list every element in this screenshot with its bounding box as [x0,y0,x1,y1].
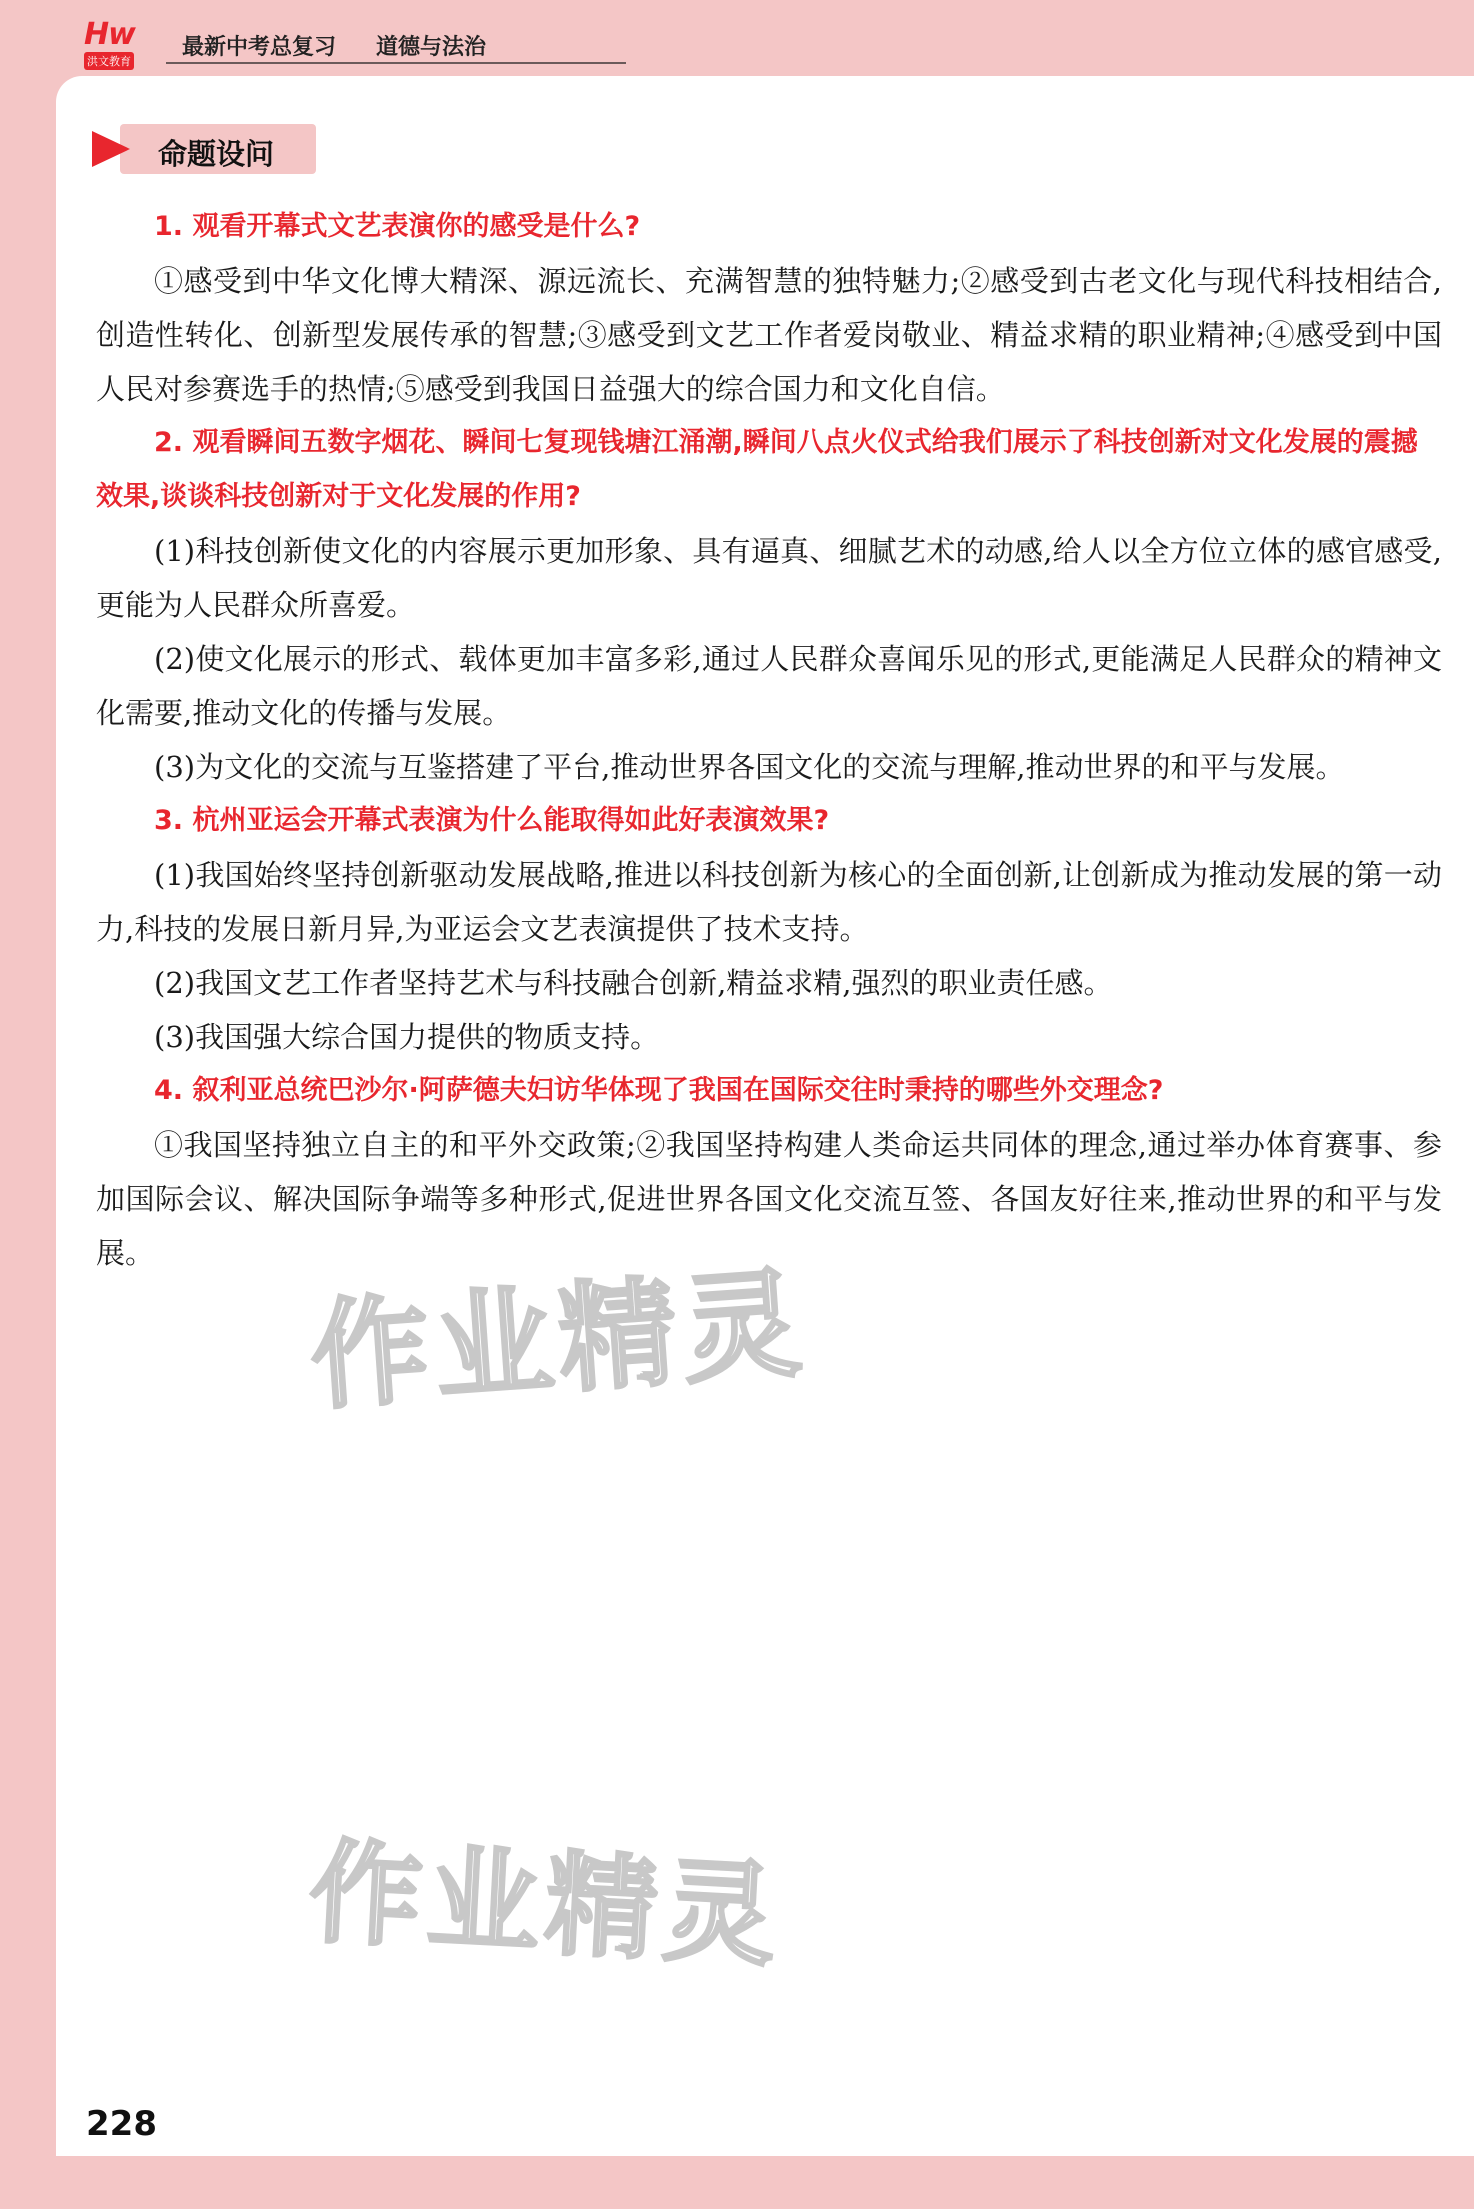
question-2: 2. 观看瞬间五数字烟花、瞬间七复现钱塘江涌潮,瞬间八点火仪式给我们展示了科技创新对文化发展的震撼效果,谈谈科技创新对于文化发展的作用? [96,427,1418,512]
page-header [0,0,1474,74]
answer-3-2: (2)我国文艺工作者坚持艺术与科技融合创新,精益求精,强烈的职业责任感。 [154,966,1113,1000]
logo-mark: Hw [84,17,135,52]
answer-2-2: (2)使文化展示的形式、载体更加丰富多彩,通过人民群众喜闻乐见的形式,更能满足人民群众的精神文化需要,推动文化的传播与发展。 [96,642,1442,730]
logo-subtitle: 洪文教育 [84,52,134,70]
running-header [182,30,486,61]
subject-name: 道德与法治 [376,35,487,60]
answer-1-1: ①感受到中华文化博大精深、源远流长、充满智慧的独特魅力;②感受到古老文化与现代科技相结合,创造性转化、创新型发展传承的智慧;③感受到文艺工作者爱岗敬业、精益求精的职业精神;④感受到中国人民对参赛选手的热情;⑤感受到我国日益强大的综合国力和文化自信。 [96,264,1442,406]
question-4: 4. 叙利亚总统巴沙尔·阿萨德夫妇访华体现了我国在国际交往时秉持的哪些外交理念? [154,1075,1164,1106]
question-1: 1. 观看开幕式文艺表演你的感受是什么? [154,211,641,242]
publisher-logo [84,17,162,68]
section-title: 命题设问 [158,137,275,171]
book-title: 最新中考总复习 [182,35,337,60]
answer-2-1: (1)科技创新使文化的内容展示更加形象、具有逼真、细腻艺术的动感,给人以全方位立体的感官感受,更能为人民群众所喜爱。 [96,534,1442,622]
page-number: 228 [86,2104,157,2144]
answer-3-1: (1)我国始终坚持创新驱动发展战略,推进以科技创新为核心的全面创新,让创新成为推动发展的第一动力,科技的发展日新月异,为亚运会文艺表演提供了技术支持。 [96,858,1442,946]
header-rule [166,62,626,64]
answer-3-3: (3)我国强大综合国力提供的物质支持。 [154,1020,660,1054]
play-arrow-icon [92,131,130,167]
watermark: 作业精灵 [306,1253,811,1427]
watermark: 作业精灵 [306,1827,785,1983]
section-heading [92,124,316,174]
answer-4-1: ①我国坚持独立自主的和平外交政策;②我国坚持构建人类命运共同体的理念,通过举办体育赛事、参加国际会议、解决国际争端等多种形式,促进世界各国文化交流互签、各国友好往来,推动世界的和平与发展。 [96,1128,1442,1270]
question-3: 3. 杭州亚运会开幕式表演为什么能取得如此好表演效果? [154,805,830,836]
question-list [96,200,1442,1280]
answer-2-3: (3)为文化的交流与互鉴搭建了平台,推动世界各国文化的交流与理解,推动世界的和平与发展。 [154,750,1345,784]
